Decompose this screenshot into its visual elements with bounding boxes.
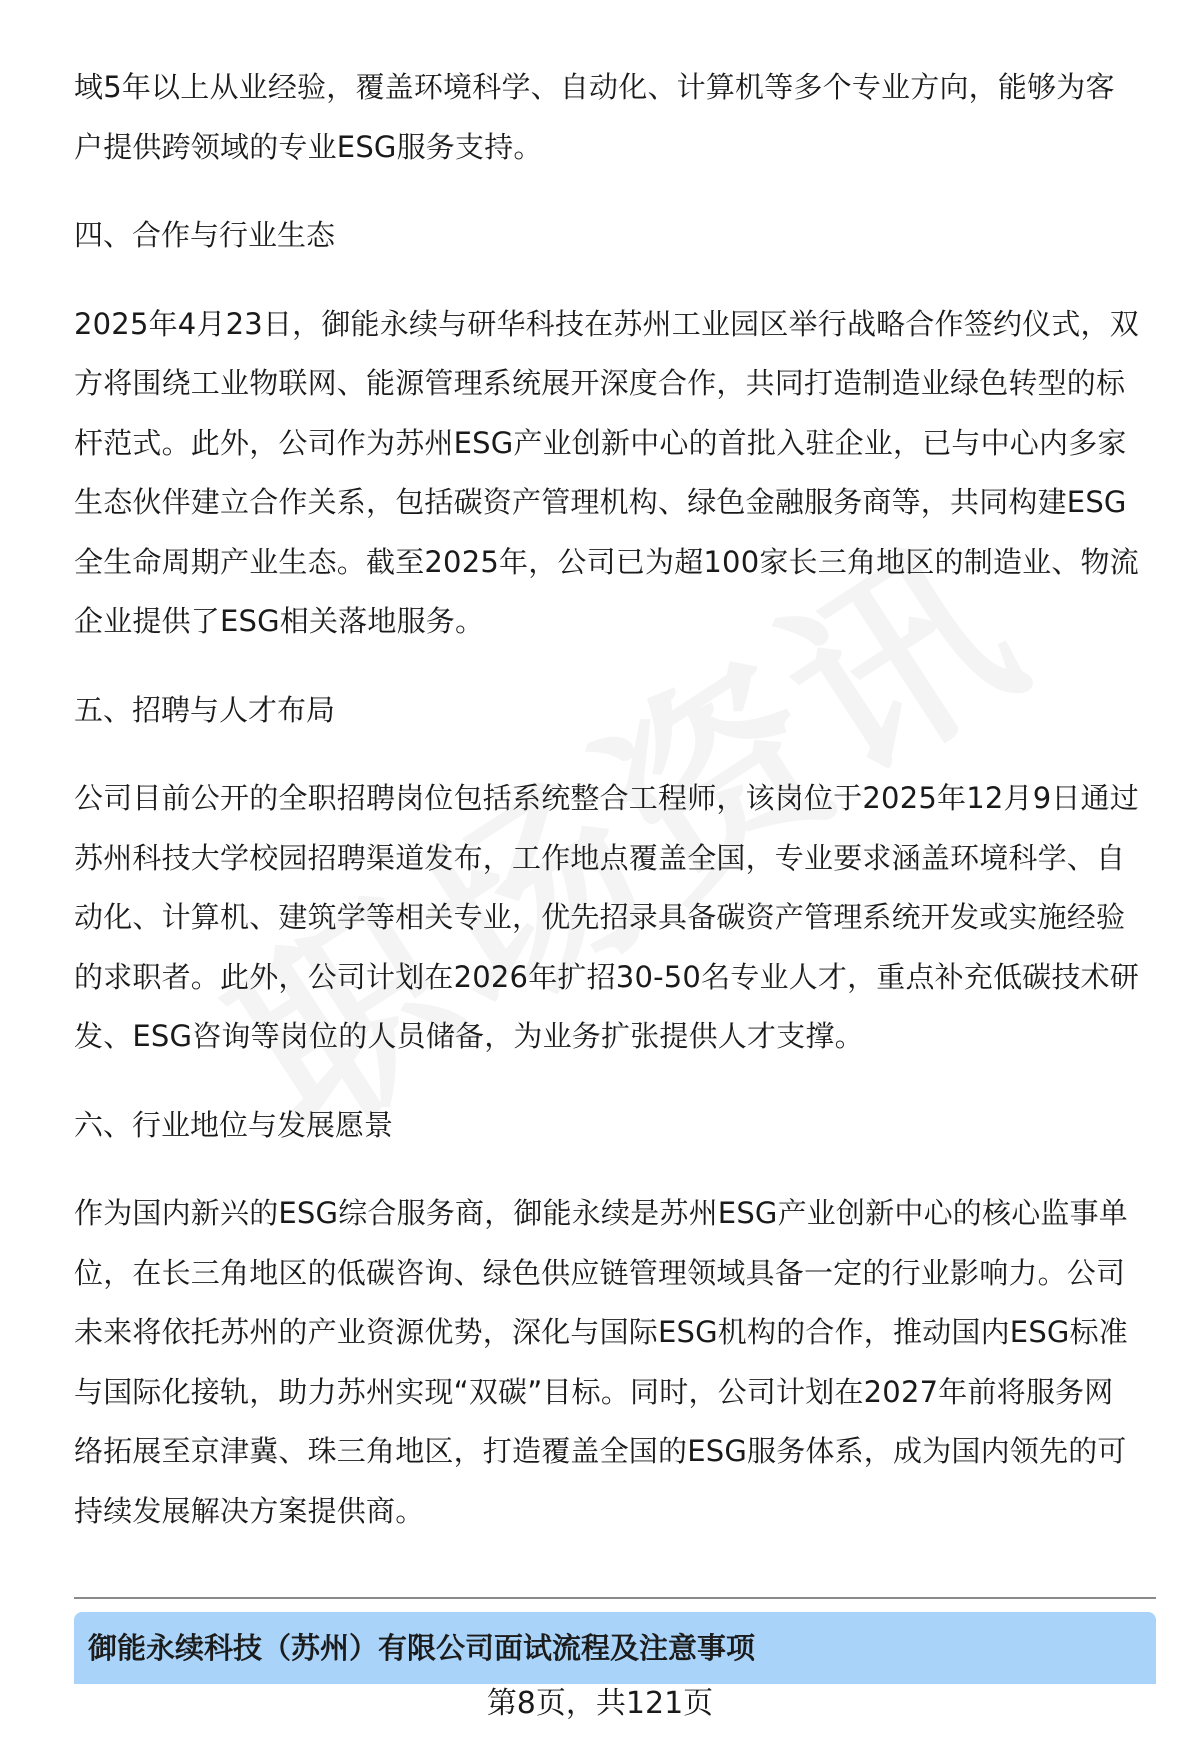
- section-heading-vision: 六、行业地位与发展愿景: [74, 1107, 394, 1142]
- text-line: 户提供跨领域的专业ESG服务支持。: [74, 129, 543, 164]
- paragraph-cooperation: [74, 295, 1154, 652]
- text-line: 杆范式。此外，公司作为苏州ESG产业创新中心的首批入驻企业，已与中心内多家: [74, 425, 1127, 460]
- text-line: 作为国内新兴的ESG综合服务商，御能永续是苏州ESG产业创新中心的核心监事单: [74, 1196, 1129, 1230]
- text-line: 苏州科技大学校园招聘渠道发布，工作地点覆盖全国，专业要求涵盖环境科学、自: [74, 840, 1126, 875]
- section-heading-cooperation: 四、合作与行业生态: [74, 218, 336, 252]
- text-line: 持续发展解决方案提供商。: [74, 1493, 425, 1528]
- text-line: 方将围绕工业物联网、能源管理系统展开深度合作，共同打造制造业绿色转型的标: [74, 366, 1126, 400]
- text-line: 生态伙伴建立合作关系，包括碳资产管理机构、绿色金融服务商等，共同构建ESG: [74, 485, 1127, 519]
- text-line: 全生命周期产业生态。截至2025年，公司已为超100家长三角地区的制造业、物流: [74, 544, 1139, 579]
- text-line: 未来将依托苏州的产业资源优势，深化与国际ESG机构的合作，推动国内ESG标准: [74, 1315, 1129, 1349]
- text-line: 发、ESG咨询等岗位的人员储备，为业务扩张提供人才支撑。: [74, 1019, 864, 1053]
- banner-title: 御能永续科技（苏州）有限公司面试流程及注意事项: [88, 1631, 756, 1665]
- text-line: 与国际化接轨，助力苏州实现“双碳”目标。同时，公司计划在2027年前将服务网: [74, 1374, 1114, 1409]
- text-line: 2025年4月23日，御能永续与研华科技在苏州工业园区举行战略合作签约仪式，双: [74, 306, 1139, 341]
- text-line: 的求职者。此外，公司计划在2026年扩招30-50名专业人才，重点补充低碳技术研: [74, 959, 1140, 994]
- paragraph-continuation: [74, 58, 1154, 177]
- section-divider: [74, 1597, 1156, 1599]
- text-line: 域5年以上从业经验，覆盖环境科学、自动化、计算机等多个专业方向，能够为客: [74, 70, 1115, 104]
- page-number: 第8页，共121页: [486, 1686, 714, 1721]
- section-heading-recruitment: 五、招聘与人才布局: [74, 692, 336, 727]
- text-line: 络拓展至京津冀、珠三角地区，打造覆盖全国的ESG服务体系，成为国内领先的可: [74, 1434, 1127, 1468]
- next-chapter-banner: [74, 1612, 1156, 1684]
- text-line: 位，在长三角地区的低碳咨询、绿色供应链管理领域具备一定的行业影响力。公司: [74, 1255, 1126, 1290]
- text-line: 企业提供了ESG相关落地服务。: [74, 604, 485, 638]
- paragraph-vision: [74, 1184, 1154, 1541]
- text-line: 动化、计算机、建筑学等相关专业，优先招录具备碳资产管理系统开发或实施经验: [74, 900, 1126, 934]
- text-line: 公司目前公开的全职招聘岗位包括系统整合工程师，该岗位于2025年12月9日通过: [74, 781, 1139, 815]
- paragraph-recruitment: [74, 769, 1154, 1067]
- document-body: [74, 58, 1154, 1541]
